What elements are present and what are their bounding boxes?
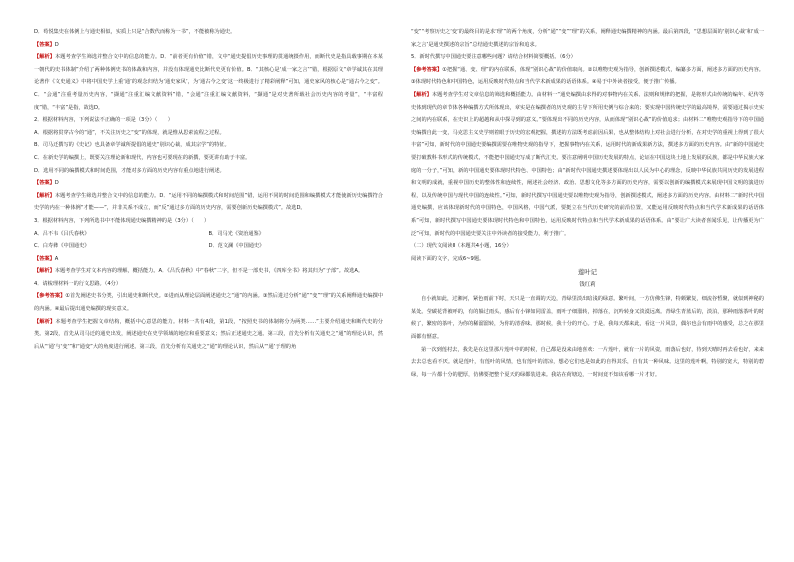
explanation-4 [34, 316, 383, 354]
question-2-option-d: D．选用不同的编撰模式和时间范围，才能对多方面的历史内容有重点地进行阐述。 [34, 167, 225, 174]
answer-value: D [54, 180, 59, 187]
answer-2 [34, 177, 383, 190]
answer-tag: 【答案】 [34, 180, 55, 187]
explanation-tag: 【解析】 [34, 54, 56, 61]
question-2: 2．根据材料内容，下列说法不正确的一项是（3分）（ ） [34, 117, 173, 124]
question-3-option-b: B．司马光《资治通鉴》 [208, 230, 264, 237]
question-5: 5．新时代撰写中国通史要注意哪些问题？请结合材料简要概括。（6分） [411, 54, 576, 61]
question-3: 3．根据材料内容，下列所选书中不能体现通史编撰精神的是（3分）（ ） [34, 217, 210, 224]
explanation-text: 本题考查学生对文本内容的理解，概括能力。A．《吕氏春秋》中“春秋”二字，但不是一部史书，《四库全书》将其归为“子部”。故选A。 [54, 268, 364, 275]
explanation-3 [34, 265, 383, 278]
explanation-tag: 【解析】 [34, 318, 56, 325]
answer-tag: 【答案】 [34, 255, 55, 262]
question-2-option-a: A．根据将贯穿古今的“通”，不关注历史之“变”的体现，就是惟从思索流程之过程。 [34, 129, 225, 136]
explanation-text: 本题考查学生筛选并整合文中的信息的能力。D．“运用不同的编撰模式和时间范围”错，运用不同的时间范围和编撰模式才能使新历史编撰符合史学的内在一种体例“才能——”，并非关系不成立，而“反”通过多方面的历史内容，需要创新历史编撰模式”。故选D。 [34, 192, 383, 212]
essay-paragraph-1: 自小就如此，过湘河，紧色雨前下时，天只是一直调的天边，青绿里淡出暗浅的绿意。繁叶间，一方仿佛生锋，特颇繁复，细流谷暂聚，就似到神秘的某处。莹碳花背被呼的，有的躲过雨头，感后有小锋如同雷盖，雨叶子细溜转，掉落在，沉吟转身又淡漠远离。青绿生青蓝后的，淡泊，那种雨落茶叶的时候了，繁密的茶叶，为你的稀溜溜转，为你的清香味。那时候，我十分的开心。于是，我每天都来此，看这一片风景，偶尔也会有雨中的感受，总之在那里面都有惬意。 [411, 296, 764, 341]
explanation-tag: 【解析】 [34, 192, 55, 199]
essay-paragraph-2: 第一次到莲村去，我先是在这里那片莲叶中的时候，自己都是没来由地喜欢：一片莲叶，就有一片的风姿，雨落后也好，待到天晴时再去看也好，来来去去总也看不厌。就是莲叶，有莲叶的风情，也有莲叶的清凉，想必它们也是如此的自得其乐，自有其一种风味。这里的莲叶啊，特别的宽大，特别的碧绿，每一片都十分的肥厚，仿佛要把整个夏天的绿都装进来。我站在荷塘边，一时间竟不知该看哪一片才好。 [411, 346, 764, 378]
question-2-option-b: B．司马迁撰写的《史记》也具备章学诚所提倡的通史“别识心裁，成其宗学”的特征。 [34, 142, 230, 149]
question-3-option-d: D．范文澜《中国通史》 [208, 243, 265, 250]
reference-answer-tag: 【参考答案】 [34, 293, 66, 300]
right-column [397, 0, 794, 562]
answer-text: ①把握“通、变、理”的内在联系，体现“别识心裁”的价值取向。②以唯物史观为指导，创新撰述模式，编纂多方面，阐述多方面的历史内容。③体现时代特色和中国特色，运用反映时代特点和当代学术新成果的话语体系。④易于中外读者接受，便于推广传播。 [411, 66, 764, 86]
essay-title: 莲叶记 [577, 268, 598, 277]
explanation-tag: 【解析】 [34, 268, 55, 275]
answer-5 [411, 64, 764, 89]
question-3-options-row-1 [34, 228, 383, 241]
answer-1 [34, 39, 383, 52]
explanation-1 [34, 51, 383, 114]
explanation-2 [34, 190, 383, 215]
continued-explanation: “变”“考察历史之‘变’的最终目的是求‘理’”的两个角度，分析“通”“变”“理”的关系，阐释通史编撰精神的内涵。最后第四段，“思想层面的‘别识心裁’和‘成一家之言’是通史撰述的宗旨”总结通史撰述的宗旨和追求。 [411, 29, 764, 48]
question-3-options-row-2 [34, 240, 383, 253]
question-3-option-c: C．白寿彝《中国通史》 [34, 243, 90, 250]
essay-author: 钱红莉 [579, 282, 596, 289]
section-heading: （二）现代文阅读Ⅱ（本题共4小题，16分） [411, 243, 512, 250]
explanation-text: 本题考查学生把握文章结构，概括中心意思的能力。材料一共有4段，第1段，“按照史书的体制将分为两类……”主要介绍通史和断代史的分类。第2段，首先从司马迁的通史出发，阐述通史在史学领域的地位和重要意义；然后正述通史之通。第三段，首先分析有关通史之“通”的理论认识，然后从“‘通’与‘变’”和“通变”大的角度进行阐述。第三段，首先分析有关通史之“通”的理论认识，然后从“‘通’于理的角 [34, 318, 383, 350]
question-2-option-c: C．在新史学的编撰上，既要关注理论新和现代，内容也可要现在的新撰，要更讲有助于丰富。 [34, 154, 251, 161]
answer-4 [34, 290, 383, 315]
question-4: 4．请梳理材料一的行文思路。（4分） [34, 280, 122, 287]
explanation-tag: 【解析】 [411, 91, 432, 98]
question-3-option-a: A．吕不韦《吕氏春秋》 [34, 230, 90, 237]
answer-tag: 【答案】 [34, 41, 55, 48]
option-d-text: D．荀悦集史在体例上与通史相似，实质上只是“合数代而称为一书”，不能被称为通史。 [34, 29, 236, 35]
explanation-5 [411, 89, 764, 240]
explanation-text: 本题考查学生对文章信息的筛选和概括能力。由材料一“通史编撰由求得的对事物内在关系、法则和规律的把握，是将形式由传统的编年、纪传等史体到现代的章节体各种编撰方式所体现出，章实是在编撰者的历史观的主导下所用史例与综合来的；要实现中国传统史学的最高境界，需要通过揭示史实之间的内在联系，在史识上的超越和从中探寻到的意义。”要体现出不同的历史内容，从而体现“别识心裁”的价值追求；由材料二“唯物史观指导下的中国通史编撰自此一变，马克思主义史学则着眼于历史的宏观把握，撰述的方法既考虑前因后果，也从整体结构上对社会进行分析，在对史学的重视上得到了很大丰富”可知，新时代的中国通史要编撰需要在唯物史观的指导下，把握事物内在关系，运用时代的新成果新方法，撰述多方面的历史内容。由“新的中国通史要打破教科书形式的传统模式，不能把中国通史写成了断代汇史。要注意阐明中国历史发展的特点，论证在中国这块土地上发展的民族，都是中华民族大家庭的一分子，”可知，新的中国通史要体现时代特色、中国特色；由“新时代中国通史撰述要体现出以人民为中心的理念，反映中华民族共同历史的发展进程和文明的成就，重视中国历史的整体性和连续性，阐述社会经济、政治、思想文化等多方面的历史内容，需要以创新的编撰模式来展现中国文明的演进历程，以及传统中国与现代中国的连续性。”可知，新时代撰写中国通史要以唯物史观为指导，创新撰述模式，阐述多方面的历史内容。由材料二“新时代中国通史编撰，应该体现新时代的中国特色，中国风格，中国气派，要挺立在当代历史研究的前沿位置，又能运用反映时代特点和当代学术新成果的话语体系”可知，新时代撰写中国通史要体现时代特色和中国特色，运用反映时代特点和当代学术新成果的话语体系。由“要让广大读者喜闻乐见，让传播更为广泛”可知，新时代的中国通史要关注中外读者的接受能力，利于推广。 [411, 91, 764, 237]
answer-value: A [54, 255, 59, 262]
answer-text: ①首先阐述史书分类，引出通史和断代史。②进而从理论层面阐述通史之“通”的内涵。③然后进过分析“通”“变”“理”的关系阐释通史编撰中的内涵。④最后提出通史编撰的现实意义。 [34, 293, 383, 313]
answer-3 [34, 253, 383, 266]
explanation-text: 本题考查学生筛选并整合文中的信息的能力。D．“前者更有价值”错，文中“通史提倡历史事理的贯通统摄作用，而断代史是指具载事期在本某一朝代的史书体制”介绍了两种体例史书的体裁和内容，并没有体现通史比断代史更有价值。B．“其核心是‘成一家之言’”错，根据原文“章学诚其在其理论著作《文史通义》中将中国史学上重‘通’的观念归结为‘通史家风’，为‘通古今之变’这一终极进行了精彩阐释”可知，通史家风的核心是“通古今之变”。C．“会通”注重考量历史内容，“撷通”注重汇编文献资料”错，“会通”注重汇编文献资料，“撷通”是对史著所载社会历史内容的考量”，“丰富程度”错，“丰富”是指，故选D。 [34, 54, 383, 111]
reference-answer-tag: 【参考答案】 [411, 66, 443, 73]
answer-value: D [54, 41, 59, 48]
reading-instruction: 阅读下面的文字，完成6~9题。 [411, 255, 485, 262]
